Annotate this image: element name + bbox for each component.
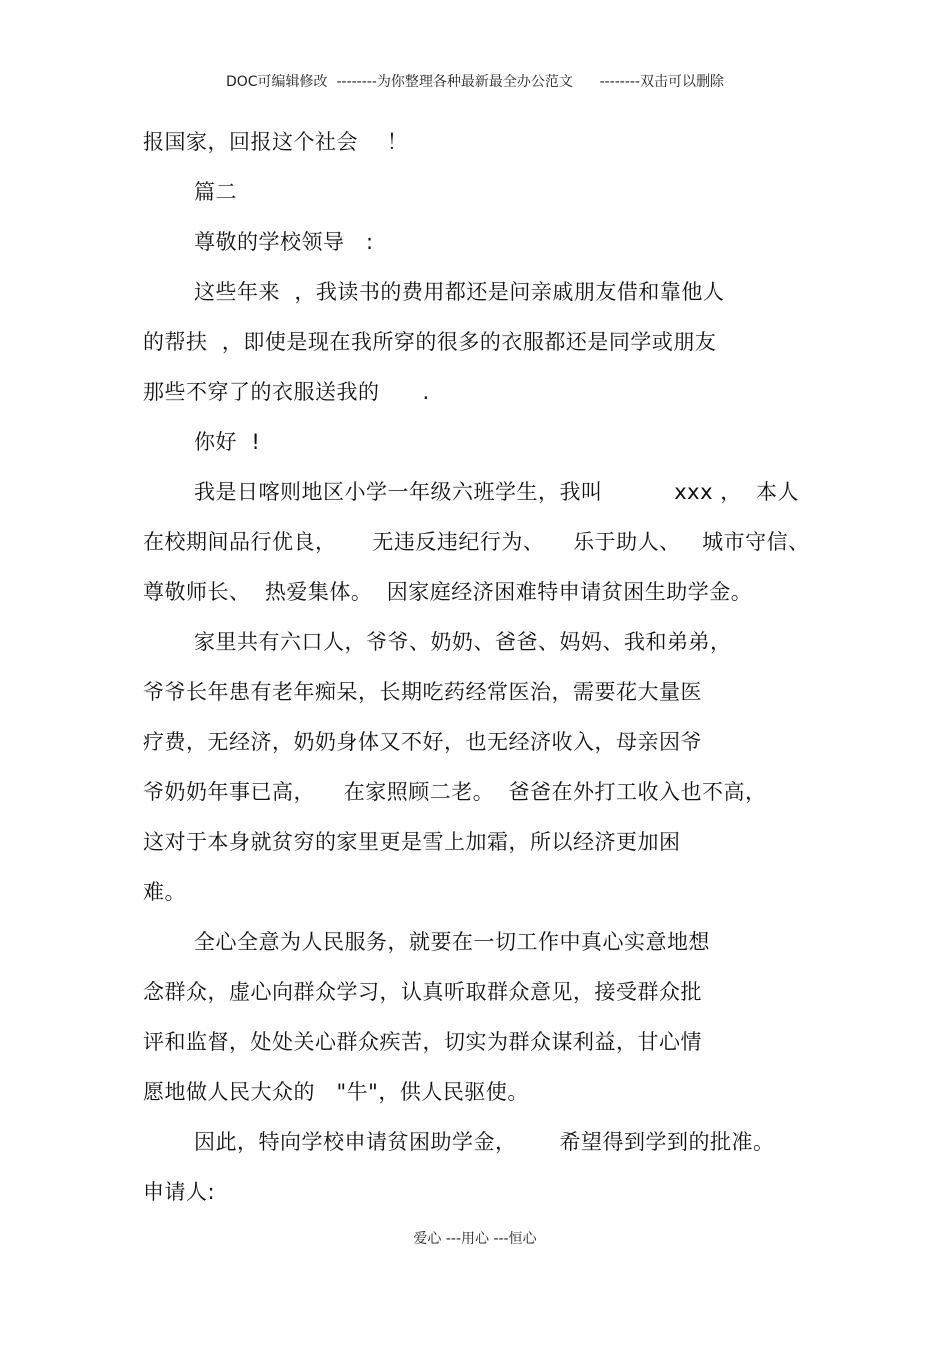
text-line: 评和监督，处处关心群众疾苦，切实为群众谋利益，甘心情	[143, 1030, 702, 1054]
text-line: 疗费，无经济，奶奶身体又不好，也无经济收入，母亲因爷	[143, 730, 702, 754]
text-line: 家里共有六口人，爷爷、奶奶、爸爸、妈妈、我和弟弟，	[194, 630, 732, 654]
text-line: 尊敬师长、 热爱集体。 因家庭经济困难特申请贫困生助学金。	[143, 580, 753, 604]
text-line: 的帮扶 ，即使是现在我所穿的很多的衣服都还是同学或朋友	[143, 330, 717, 354]
signature-label: 申请人:	[143, 1180, 216, 1204]
greeting: 你好 !	[194, 430, 261, 454]
text-line: 我是日喀则地区小学一年级六班学生，我叫 xxx ， 本人	[194, 480, 800, 504]
text-line: 这些年来 ，我读书的费用都还是问亲戚朋友借和靠他人	[194, 280, 725, 304]
section-heading: 篇二	[194, 180, 237, 204]
text-line: 因此，特向学校申请贫困助学金， 希望得到学到的批准。	[194, 1130, 775, 1154]
salutation: 尊敬的学校领导 :	[194, 230, 374, 254]
text-line: 爷奶奶年事已高， 在家照顾二老。 爸爸在外打工收入也不高，	[143, 780, 767, 804]
text-line: 报国家，回报这个社会 ！	[143, 130, 409, 154]
text-line: 爷爷长年患有老年痴呆，长期吃药经常医治，需要花大量医	[143, 680, 702, 704]
text-line: 念群众，虚心向群众学习，认真听取群众意见，接受群众批	[143, 980, 702, 1004]
page-header: DOC可编辑修改 --------为你整理各种最新最全办公范文 --------双击可以删除	[225, 74, 724, 90]
text-line: 难。	[143, 880, 186, 904]
text-line: 全心全意为人民服务，就要在一切工作中真心实意地想	[194, 930, 710, 954]
page-footer: 爱心 ---用心 ---恒心	[413, 1231, 537, 1247]
text-line: 那些不穿了的衣服送我的 .	[143, 380, 430, 404]
text-line: 这对于本身就贫穷的家里更是雪上加霜，所以经济更加困	[143, 830, 681, 854]
text-line: 在校期间品行优良， 无违反违纪行为、 乐于助人、 城市守信、	[143, 530, 810, 554]
text-line: 愿地做人民大众的 "牛"，供人民驱使。	[143, 1080, 529, 1104]
